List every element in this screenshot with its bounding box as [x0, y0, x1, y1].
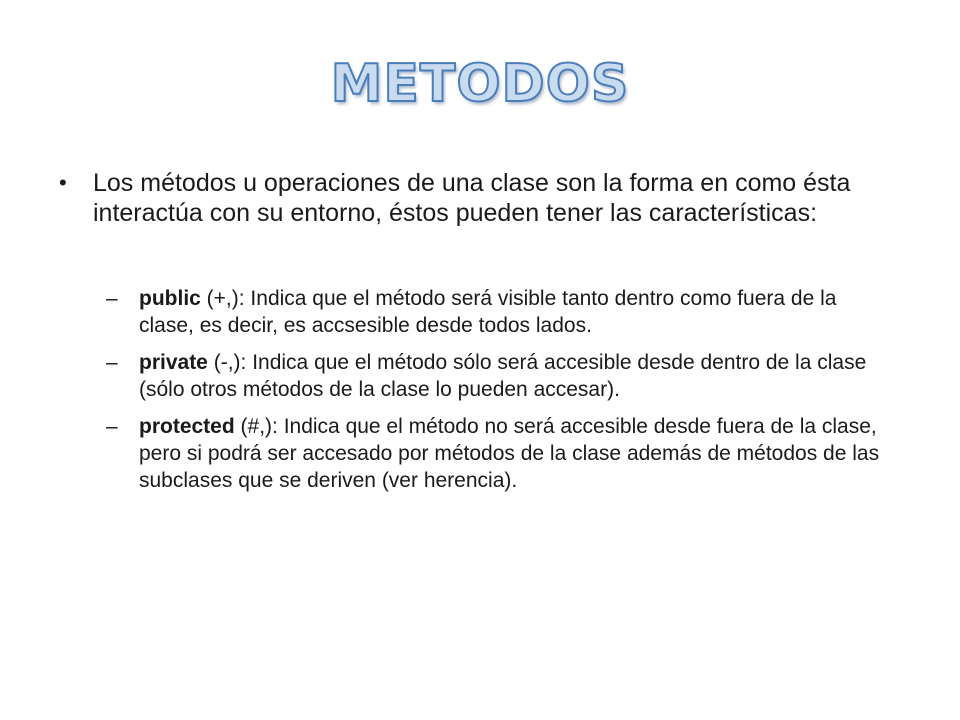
keyword-protected: protected — [139, 415, 235, 438]
bullet-item-intro — [59, 168, 888, 228]
description-private: (-,): Indica que el método sólo será accesible desde dentro de la clase (sólo otros métodos de la clase lo pueden accesar). — [139, 351, 867, 401]
sub-item-private — [106, 349, 888, 403]
title-area — [0, 54, 960, 114]
description-public: (+,): Indica que el método será visible tanto dentro como fuera de la clase, es decir, es accsesible desde todos lados. — [139, 287, 837, 337]
dash-icon: – — [106, 287, 118, 310]
keyword-public: public — [139, 287, 201, 310]
slide-body — [59, 168, 888, 504]
bullet-icon: • — [59, 170, 67, 195]
intro-text: Los métodos u operaciones de una clase son la forma en como ésta interactúa con su entorno, éstos pueden tener las características: — [93, 169, 851, 227]
keyword-private: private — [139, 351, 208, 374]
sub-list — [88, 285, 888, 494]
sub-item-public — [106, 285, 888, 339]
dash-icon: – — [106, 351, 118, 374]
dash-icon: – — [106, 415, 118, 438]
sub-item-protected — [106, 413, 888, 494]
description-protected: (#,): Indica que el método no será accesible desde fuera de la clase, pero si podrá ser accesado por métodos de la clase además de métodos de las subclases que se deriven (ver herencia). — [139, 415, 880, 492]
slide-title: METODOS — [330, 54, 630, 114]
